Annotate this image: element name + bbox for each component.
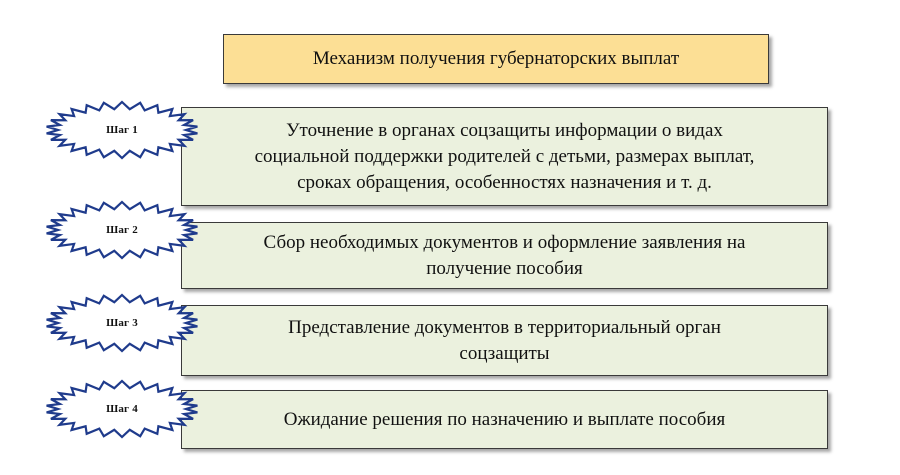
diagram-title: Механизм получения губернаторских выплат	[223, 34, 769, 84]
step-3-box	[181, 305, 828, 376]
step-2-box	[181, 222, 828, 289]
step-3-line-2: соцзащиты	[459, 342, 550, 364]
step-3-line-1: Представление документов в территориальный орган	[288, 316, 721, 338]
step-1-box	[181, 107, 828, 206]
step-4-text	[284, 407, 725, 433]
step-3-badge	[44, 294, 200, 352]
step-4-badge-label: Шаг 4	[106, 403, 138, 415]
step-2-badge-label: Шаг 2	[106, 224, 138, 236]
step-4-line-1: Ожидание решения по назначению и выплате пособия	[283, 408, 726, 430]
step-4-box	[181, 390, 828, 449]
step-2-text	[264, 230, 746, 282]
step-3-badge-label: Шаг 3	[106, 317, 138, 329]
step-1-line-1: Уточнение в органах соцзащиты информации о видах	[286, 119, 723, 141]
step-1-badge-label: Шаг 1	[106, 124, 138, 136]
step-4-badge	[44, 380, 200, 438]
step-2-line-1: Сбор необходимых документов и оформление заявления на	[263, 231, 746, 253]
step-2-badge	[44, 201, 200, 259]
step-3-text	[288, 315, 721, 367]
step-2-line-2: получение пособия	[426, 257, 583, 279]
step-1-text	[255, 118, 755, 196]
step-1-line-2: социальной поддержки родителей с детьми, размерах выплат,	[254, 145, 755, 167]
step-1-badge	[44, 101, 200, 159]
step-1-line-3: сроках обращения, особенностях назначения и т. д.	[297, 171, 712, 193]
